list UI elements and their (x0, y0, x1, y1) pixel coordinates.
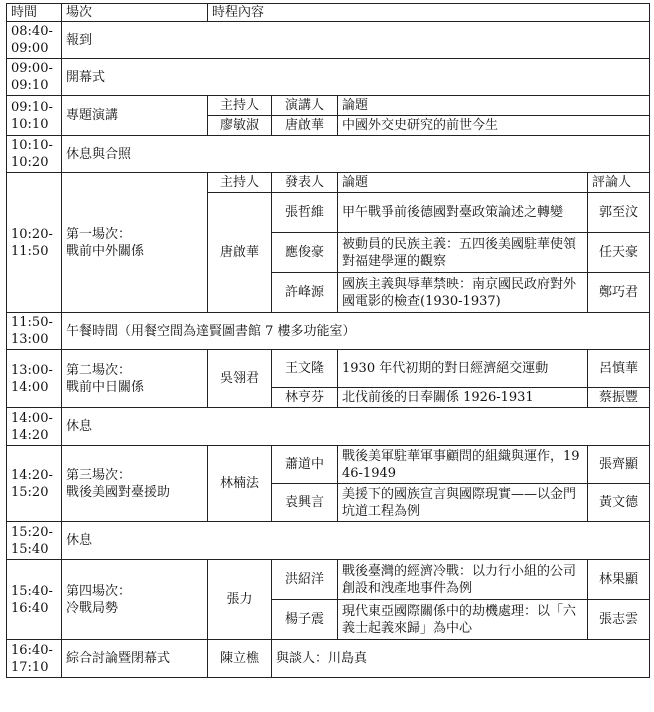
label-presenter: 發表人 (272, 173, 338, 193)
discussant-name: 張齊顯 (588, 446, 650, 484)
presenter-name: 林亨芬 (272, 388, 338, 408)
presenter-name: 楊子震 (272, 600, 338, 640)
chair-name: 廖敏淑 (208, 116, 272, 136)
agenda-title: 報到 (62, 22, 650, 59)
label-topic: 論題 (338, 96, 650, 116)
time-cell: 08:40- 09:00 (7, 22, 62, 59)
paper-topic: 甲午戰爭前後德國對臺政策論述之轉變 (338, 193, 588, 233)
label-chair: 主持人 (208, 96, 272, 116)
chair-name: 林楠法 (208, 446, 272, 522)
time-cell: 10:20- 11:50 (7, 173, 62, 313)
talk-topic: 中國外交史研究的前世今生 (338, 116, 650, 136)
table-row (7, 59, 650, 96)
discussant-name: 黃文德 (588, 484, 650, 522)
header-content: 時程內容 (208, 4, 650, 22)
paper-topic: 戰後臺灣的經濟冷戰：以力行小組的公司創設和洩產地事件為例 (338, 560, 588, 600)
agenda-title: 午餐時間（用餐空間為達賢圖書館 7 樓多功能室） (62, 313, 650, 350)
table-row (7, 522, 650, 560)
discussant-name: 林果顯 (588, 560, 650, 600)
presenter-name: 洪紹洋 (272, 560, 338, 600)
closing-guest (272, 640, 650, 678)
table-row (7, 173, 650, 193)
time-cell: 09:10- 10:10 (7, 96, 62, 136)
discussant-name: 任天豪 (588, 233, 650, 273)
header-session: 場次 (62, 4, 208, 22)
time-cell: 14:00- 14:20 (7, 408, 62, 446)
time-cell: 16:40- 17:10 (7, 640, 62, 678)
session-title: 第一場次： 戰前中外關係 (62, 173, 208, 313)
agenda-title: 專題演講 (62, 96, 208, 136)
agenda-title: 開幕式 (62, 59, 650, 96)
time-cell: 09:00- 09:10 (7, 59, 62, 96)
paper-topic: 北伐前後的日奉關係 1926-1931 (338, 388, 588, 408)
discussant-name: 鄭巧君 (588, 273, 650, 313)
session-title: 第四場次： 冷戰局勢 (62, 560, 208, 640)
chair-name: 唐啟華 (208, 193, 272, 313)
table-header (7, 4, 650, 22)
speaker-name: 唐啟華 (272, 116, 338, 136)
time-cell: 15:40- 16:40 (7, 560, 62, 640)
table-row (7, 22, 650, 59)
paper-topic: 國族主義與辱華禁映：南京國民政府對外國電影的檢查(1930-1937) (338, 273, 588, 313)
table-row (7, 350, 650, 388)
label-discussant: 評論人 (588, 173, 650, 193)
presenter-name: 蕭道中 (272, 446, 338, 484)
presenter-name: 王文隆 (272, 350, 338, 388)
label-chair: 主持人 (208, 173, 272, 193)
agenda-title: 休息 (62, 408, 650, 446)
discussant-name: 郭至汶 (588, 193, 650, 233)
guest-label: 與談人： (276, 651, 329, 666)
label-topic: 論題 (338, 173, 588, 193)
paper-topic: 戰後美軍駐華軍事顧問的組織與運作，1946-1949 (338, 446, 588, 484)
table-row (7, 313, 650, 350)
paper-topic: 現代東亞國際關係中的劫機處理：以「六義士起義來歸」為中心 (338, 600, 588, 640)
time-cell: 14:20- 15:20 (7, 446, 62, 522)
paper-topic: 1930 年代初期的對日經濟絕交運動 (338, 350, 588, 388)
table-row (7, 560, 650, 600)
session-title: 第二場次： 戰前中日關係 (62, 350, 208, 408)
presenter-name: 張哲維 (272, 193, 338, 233)
time-cell: 11:50- 13:00 (7, 313, 62, 350)
header-time: 時間 (7, 4, 62, 22)
agenda-title: 休息 (62, 522, 650, 560)
time-cell: 10:10- 10:20 (7, 136, 62, 173)
time-cell: 13:00- 14:00 (7, 350, 62, 408)
presenter-name: 袁興言 (272, 484, 338, 522)
guest-name: 川島真 (328, 651, 368, 666)
session-title: 第三場次： 戰後美國對臺援助 (62, 446, 208, 522)
discussant-name: 蔡振豐 (588, 388, 650, 408)
paper-topic: 被動員的民族主義：五四後美國駐華使領對福建學運的觀察 (338, 233, 588, 273)
table-row (7, 96, 650, 116)
schedule-table (6, 3, 650, 678)
table-row (7, 640, 650, 678)
table-row (7, 446, 650, 484)
agenda-title: 綜合討論暨閉幕式 (62, 640, 208, 678)
label-speaker: 演講人 (272, 96, 338, 116)
table-row (7, 136, 650, 173)
paper-topic: 美援下的國族宣言與國際現實——以金門坑道工程為例 (338, 484, 588, 522)
table-row (7, 408, 650, 446)
chair-name: 吳翎君 (208, 350, 272, 408)
discussant-name: 張志雲 (588, 600, 650, 640)
presenter-name: 許峰源 (272, 273, 338, 313)
presenter-name: 應俊豪 (272, 233, 338, 273)
discussant-name: 呂慎華 (588, 350, 650, 388)
chair-name: 張力 (208, 560, 272, 640)
agenda-title: 休息與合照 (62, 136, 650, 173)
time-cell: 15:20- 15:40 (7, 522, 62, 560)
chair-name: 陳立樵 (208, 640, 272, 678)
